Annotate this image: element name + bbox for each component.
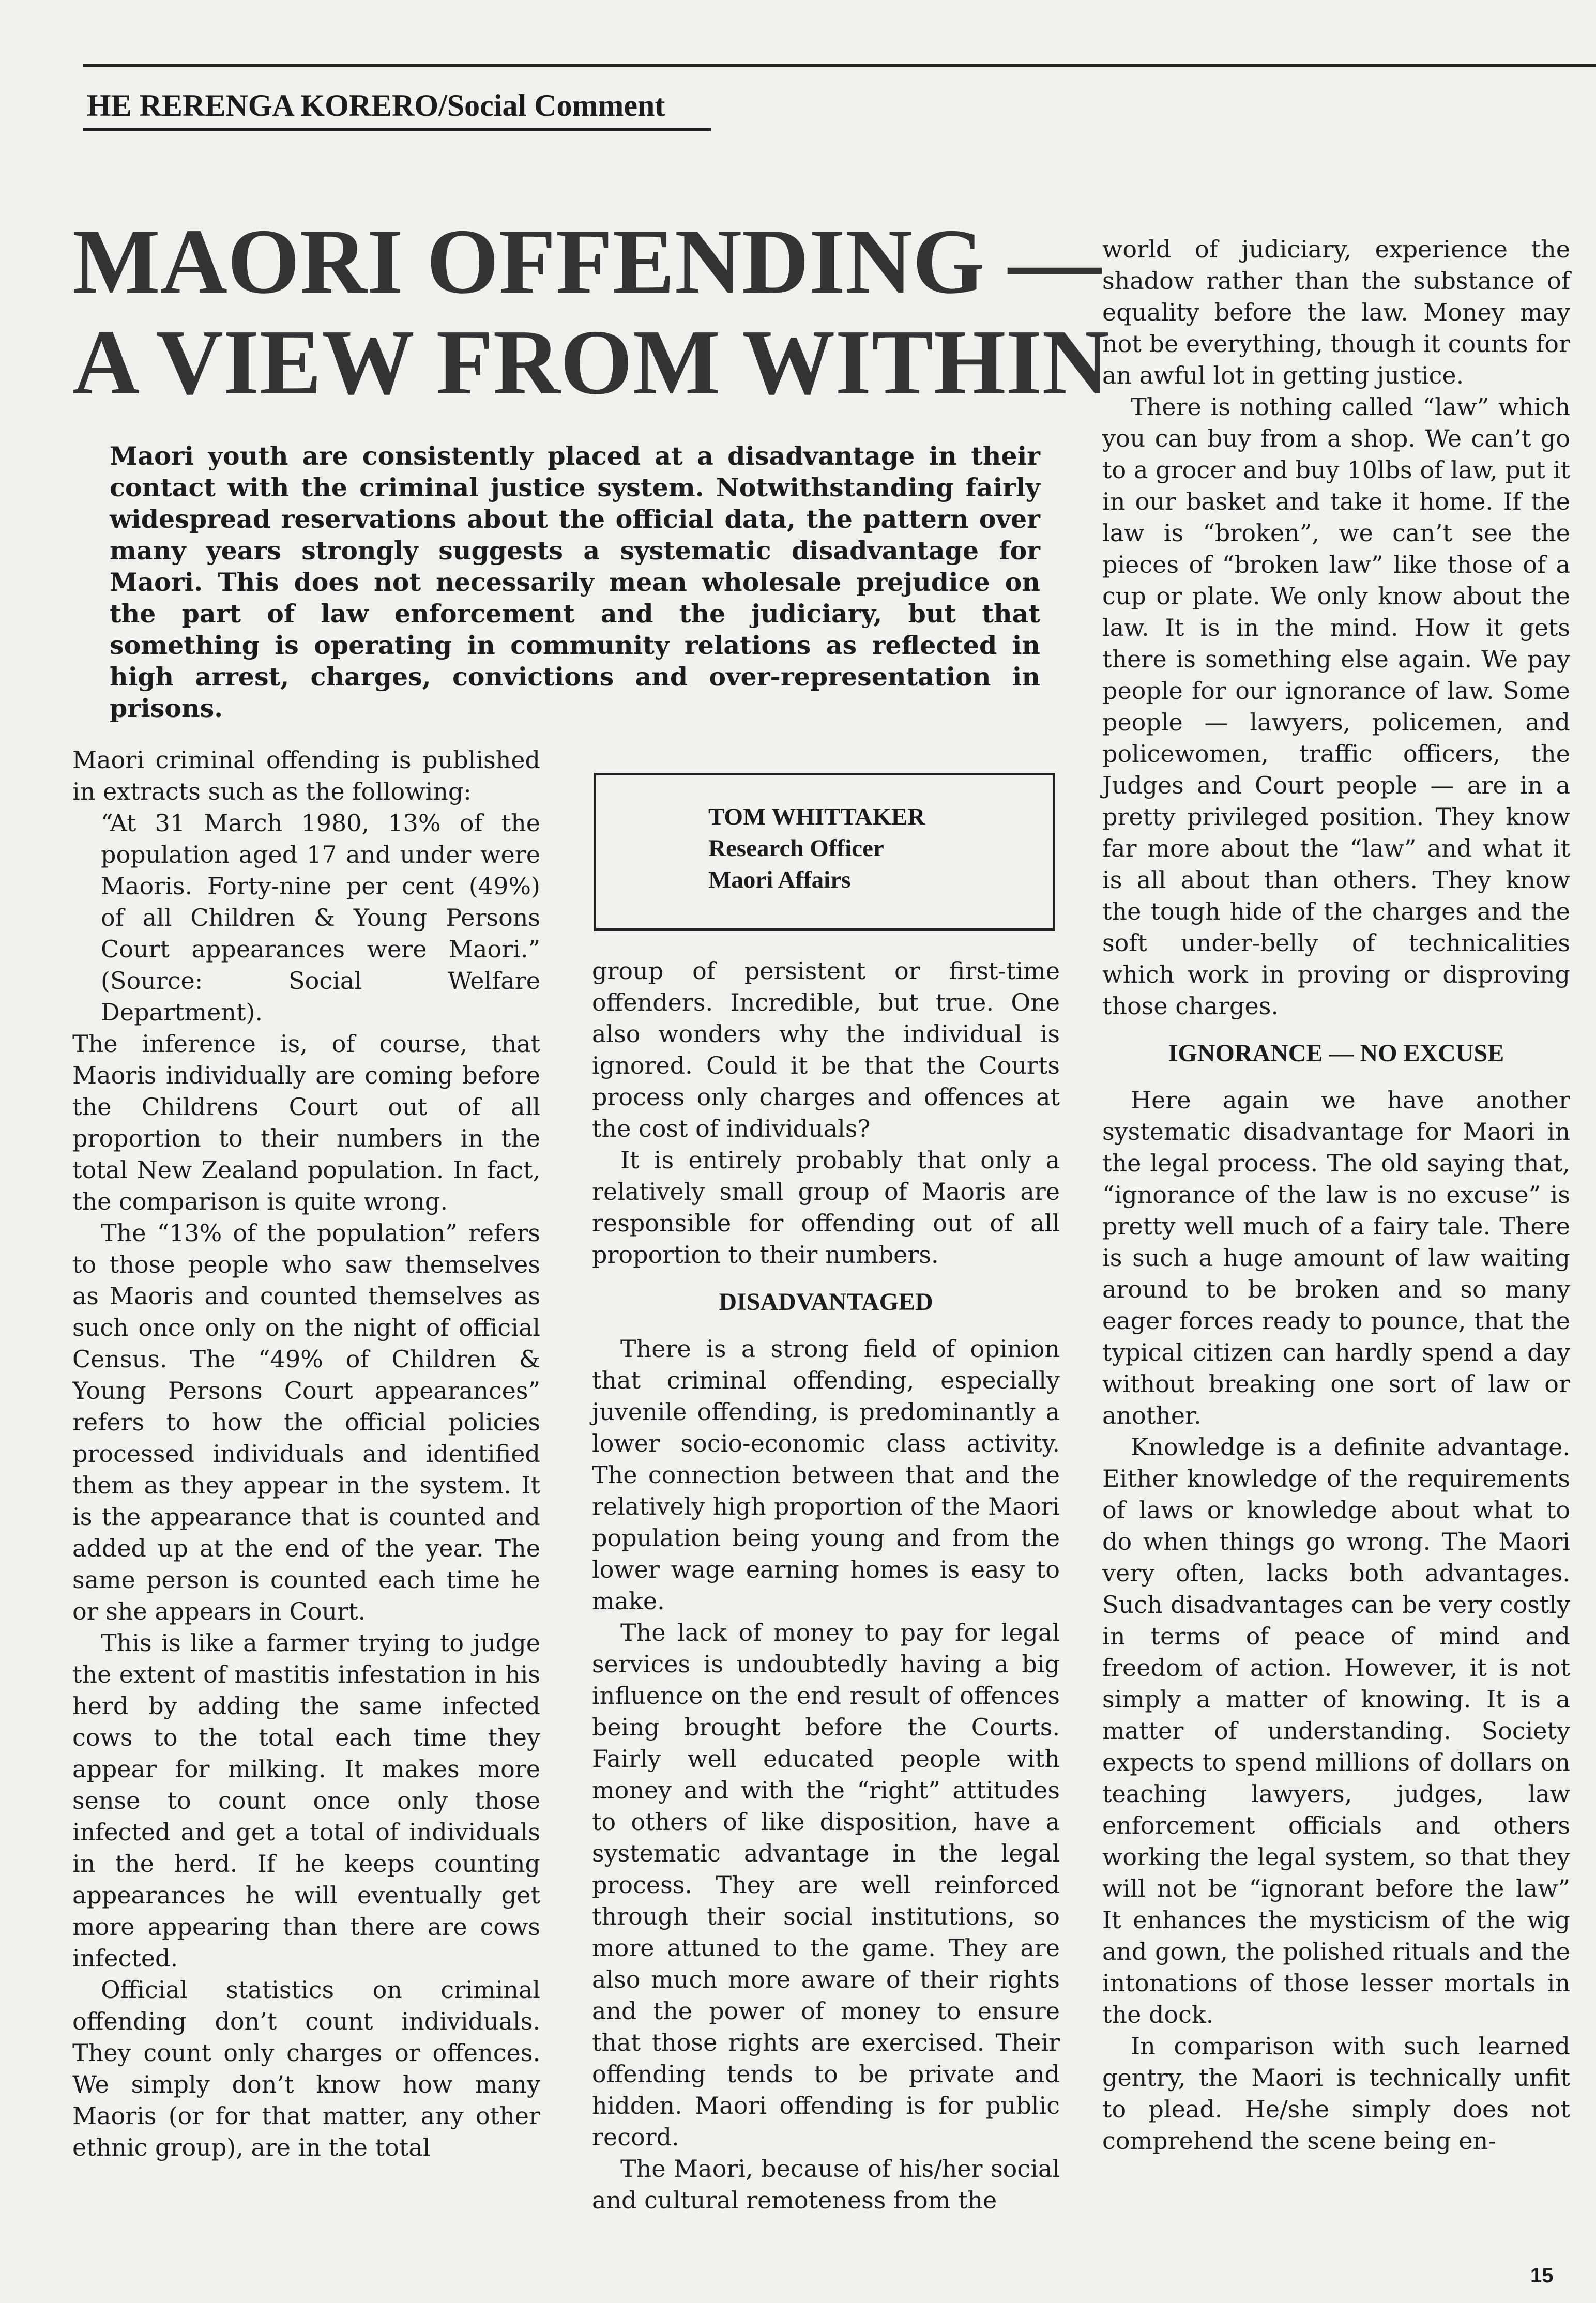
headline-line-1: MAORI OFFENDING —	[72, 210, 1101, 313]
byline	[708, 801, 1019, 896]
article-column-2	[592, 955, 1060, 2216]
byline-title: Research Officer	[708, 835, 884, 862]
paragraph: Maori criminal offending is published in extracts such as the following:	[72, 746, 540, 805]
article-column-3	[1102, 234, 1570, 2157]
paragraph: The inference is, of course, that Maoris individually are coming before the Childrens Court out of all proportion to their numbers in the total New Zealand population. In fact, the comparison is quite wrong.	[72, 1030, 540, 1215]
paragraph: world of judiciary, experience the shadow rather than the substance of equality before the law. Money may not be everything, though it counts for an awful lot in getting justice.	[1102, 235, 1570, 389]
subheading: IGNORANCE — NO EXCUSE	[1168, 1040, 1504, 1067]
subheading: DISADVANTAGED	[719, 1288, 933, 1316]
paragraph: It is entirely probably that only a relatively small group of Maoris are responsible for offending out of all proportion to their numbers.	[592, 1146, 1060, 1269]
section-label: HE RERENGA KORERO/Social Comment	[87, 88, 665, 123]
paragraph: The Maori, because of his/her social and cultural remoteness from the	[592, 2155, 1060, 2214]
top-rule	[83, 64, 1596, 67]
paragraph: “At 31 March 1980, 13% of the population aged 17 and under were Maoris. Forty-nine per cent (49%) of all Children & Young Persons Court appearances were Maori.” (Source: Social Welfare Department).	[101, 809, 540, 1026]
paragraph: Knowledge is a definite advantage. Either knowledge of the requirements of laws or knowledge about what to do when things go wrong. The Maori very often, lacks both advantages. Such disadvantages can be very costly in terms of peace of mind and freedom of action. However, it is not simply a matter of knowing. It is a matter of understanding. Society expects to spend millions of dollars on teaching lawyers, judges, law enforcement officials and others working the legal system, so that they will not be “ignorant before the law” It enhances the mysticism of the wig and gown, the polished rituals and the intonations of those lesser mortals in the dock.	[1102, 1433, 1570, 2029]
page-number: 15	[1530, 2264, 1554, 2287]
paragraph: There is a strong field of opinion that criminal offending, especially juvenile offending, is predominantly a lower socio-economic class activity. The connection between that and the relatively high proportion of the Maori population being young and from the lower wage earning homes is easy to make.	[592, 1335, 1060, 1615]
intro-paragraph: Maori youth are consistently placed at a disadvantage in their contact with the criminal justice system. Notwithstanding fairly widespread reservations about the official data, the pattern over many years strongly suggests a systematic disadvantage for Maori. This does not necessarily mean wholesale prejudice on the part of law enforcement and the judiciary, but that something is operating in community relations as reflected in high arrest, charges, convictions and over-representation in prisons.	[110, 441, 1040, 723]
byline-author: TOM WHITTAKER	[708, 803, 925, 830]
paragraph: Official statistics on criminal offending don’t count individuals. They count only charges or offences. We simply don’t know how many Maoris (or for that matter, any other ethnic group), are in the total	[72, 1976, 540, 2161]
paragraph: group of persistent or first-time offenders. Incredible, but true. One also wonders why the individual is ignored. Could it be that the Courts process only charges and offences at the cost of individuals?	[592, 957, 1060, 1142]
paragraph: In comparison with such learned gentry, the Maori is technically unfit to plead. He/she simply does not comprehend the scene being en-	[1102, 2032, 1570, 2155]
headline-line-2: A VIEW FROM WITHIN	[72, 311, 1109, 414]
article-column-1	[72, 744, 540, 2163]
section-label-rule	[83, 128, 711, 131]
paragraph: The “13% of the population” refers to those people who saw themselves as Maoris and counted themselves as such once only on the night of official Census. The “49% of Children & Young Persons Court appearances” refers to how the official policies processed individuals and identified them as they appear in the system. It is the appearance that is counted and added up at the end of the year. The same person is counted each time he or she appears in Court.	[72, 1219, 540, 1625]
paragraph: There is nothing called “law” which you can buy from a shop. We can’t go to a grocer and buy 10lbs of law, put it in our basket and take it home. If the law is “broken”, we can’t see the pieces of “broken law” like those of a cup or plate. We only know about the law. It is in the mind. How it gets there is something else again. We pay people for our ignorance of law. Some people — lawyers, policemen, and policewomen, traffic officers, the Judges and Court people — are in a pretty privileged position. They know far more about the “law” and what it is all about than others. They know the tough hide of the charges and the soft under-belly of technicalities which work in proving or disproving those charges.	[1102, 393, 1570, 1020]
paragraph: The lack of money to pay for legal services is undoubtedly having a big influence on the end result of offences being brought before the Courts. Fairly well educated people with money and with the “right” attitudes to others of like disposition, have a systematic advantage in the legal process. They are well reinforced through their social institutions, so more attuned to the game. They are also much more aware of their rights and the power of money to ensure that those rights are exercised. Their offending tends to be private and hidden. Maori offending is for public record.	[592, 1619, 1060, 2151]
paragraph: Here again we have another systematic disadvantage for Maori in the legal process. The old saying that, “ignorance of the law is no excuse” is pretty well much of a fairy tale. There is such a huge amount of law waiting around to be broken and so many eager forces ready to pounce, that the typical citizen can hardly spend a day without breaking one sort of law or another.	[1102, 1086, 1570, 1429]
headline	[72, 210, 1109, 414]
paragraph: This is like a farmer trying to judge the extent of mastitis infestation in his herd by adding the same infected cows to the total each time they appear for milking. It makes more sense to count once only those infected and get a total of individuals in the herd. If he keeps counting appearances he will eventually get more appearing than there are cows infected.	[72, 1629, 540, 1972]
byline-department: Maori Affairs	[708, 866, 851, 893]
